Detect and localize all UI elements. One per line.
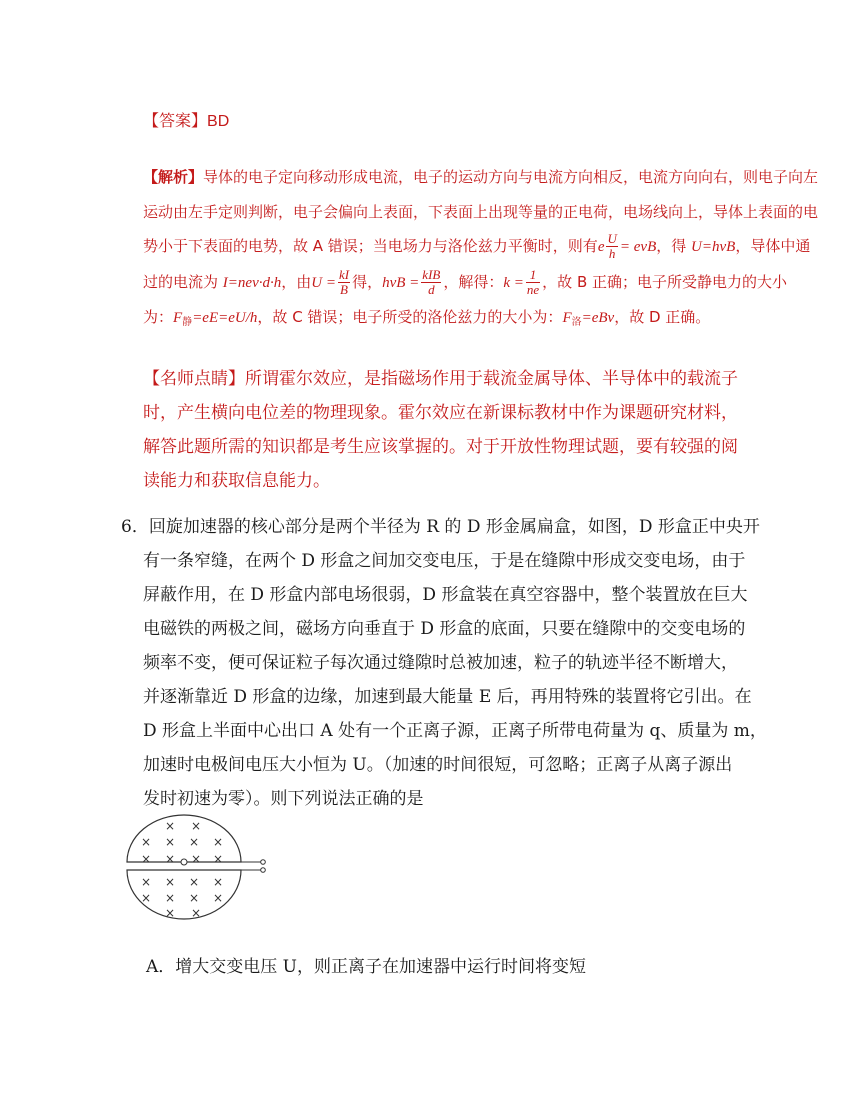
fraction-denominator: h bbox=[608, 246, 616, 261]
analysis-text: 过的电流为 bbox=[143, 272, 219, 291]
math-expression: k = bbox=[503, 274, 524, 291]
field-cross-mark: × bbox=[164, 891, 176, 905]
question-line: 加速时电极间电压大小恒为 U。（加速的时间很短，可忽略；正离子从离子源出 bbox=[143, 755, 733, 775]
teacher-note-line: 解答此题所需的知识都是考生应该掌握的。对于开放性物理试题，要有较强的阅 bbox=[143, 437, 738, 457]
field-cross-mark: × bbox=[140, 875, 152, 889]
teacher-note-line: 读能力和获取信息能力。 bbox=[143, 471, 330, 491]
field-cross-mark: × bbox=[190, 819, 202, 833]
analysis-line-2: 运动由左手定则判断，电子会偏向上表面，下表面上出现等量的正电荷，电场线向上，导体上表面的电 bbox=[143, 202, 819, 221]
fraction-numerator: kIB bbox=[422, 266, 441, 282]
question-line: 发时初速为零）。则下列说法正确的是 bbox=[143, 789, 424, 809]
analysis-line-3 bbox=[143, 229, 823, 265]
fraction-kib-over-d bbox=[421, 268, 441, 297]
math-symbol: e bbox=[597, 239, 605, 255]
question-line: 屏蔽作用，在 D 形盒内部电场很弱，D 形盒装在真空容器中，整个装置放在巨大 bbox=[143, 585, 748, 605]
field-cross-mark: × bbox=[188, 891, 200, 905]
analysis-tag: 【解析】 bbox=[143, 168, 204, 186]
upper-terminal bbox=[261, 860, 266, 865]
field-cross-mark: × bbox=[190, 852, 202, 866]
math-symbol: F bbox=[562, 310, 572, 326]
field-cross-mark: × bbox=[188, 875, 200, 889]
math-symbol: F bbox=[173, 310, 183, 326]
fraction-denominator: B bbox=[340, 281, 348, 297]
math-expression: = evB bbox=[619, 239, 657, 255]
math-expression: =eE=eU/h bbox=[192, 310, 258, 326]
lower-terminal bbox=[261, 868, 266, 873]
math-expression: I=nev·d·h bbox=[222, 274, 282, 291]
field-cross-mark: × bbox=[164, 835, 176, 849]
analysis-text: ，故 B 正确；电子所受静电力的大小 bbox=[542, 272, 788, 291]
field-cross-mark: × bbox=[212, 852, 224, 866]
teacher-note bbox=[143, 362, 753, 498]
field-cross-mark: × bbox=[212, 835, 224, 849]
math-expression: U = bbox=[311, 274, 336, 291]
teacher-note-line: 时，产生横向电位差的物理现象。霍尔效应在新课标教材中作为课题研究材料， bbox=[143, 403, 738, 423]
analysis-text: ，故 C 错误；电子所受的洛伦兹力的大小为： bbox=[257, 308, 563, 326]
field-cross-mark: × bbox=[164, 852, 176, 866]
analysis-text: 导体的电子定向移动形成电流，电子的运动方向与电流方向相反，电流方向向右，则电子向左 bbox=[203, 168, 819, 186]
question-6 bbox=[121, 510, 767, 816]
math-expression: U=hvB bbox=[691, 239, 736, 255]
question-line: 频率不变，便可保证粒子每次通过缝隙时总被加速，粒子的轨迹半径不断增大， bbox=[143, 653, 738, 673]
question-line: 并逐渐靠近 D 形盒的边缘，加速到最大能量 E 后，再用特殊的装置将它引出。在 bbox=[143, 687, 752, 707]
analysis-text: 为： bbox=[143, 308, 174, 326]
analysis-text: 势小于下表面的电势，故 A 错误；当电场力与洛伦兹力平衡时，则有 bbox=[143, 237, 598, 255]
fraction-1-over-ne bbox=[526, 268, 540, 297]
teacher-note-line: 【名师点睛】所谓霍尔效应，是指磁场作用于载流金属导体、半导体中的载流子 bbox=[143, 369, 738, 389]
field-cross-mark: × bbox=[188, 835, 200, 849]
math-subscript: 静 bbox=[182, 317, 193, 328]
fraction-u-over-h bbox=[606, 232, 617, 261]
math-expression: =eBv bbox=[581, 310, 615, 326]
ion-source-a bbox=[181, 859, 187, 865]
field-cross-mark: × bbox=[164, 819, 176, 833]
field-cross-mark: × bbox=[164, 875, 176, 889]
fraction-numerator: kI bbox=[338, 266, 350, 282]
math-subscript: 洛 bbox=[571, 317, 582, 328]
question-line: 电磁铁的两极之间，磁场方向垂直于 D 形盒的底面，只要在缝隙中的交变电场的 bbox=[143, 619, 746, 639]
field-cross-mark: × bbox=[190, 906, 202, 920]
field-cross-mark: × bbox=[140, 852, 152, 866]
answer-label: 【答案】 bbox=[143, 111, 208, 130]
analysis-text: ，导体中通 bbox=[735, 237, 811, 255]
analysis-line-5 bbox=[143, 300, 823, 341]
field-cross-mark: × bbox=[140, 835, 152, 849]
fraction-numerator: U bbox=[607, 231, 617, 246]
question-line: 有一条窄缝，在两个 D 形盒之间加交变电压，于是在缝隙中形成交变电场，由于 bbox=[143, 551, 746, 571]
cyclotron-figure bbox=[124, 812, 274, 922]
question-line: 6．回旋加速器的核心部分是两个半径为 R 的 D 形金属扁盒，如图，D 形盒正中央开 bbox=[121, 517, 760, 537]
analysis-line-4 bbox=[143, 265, 823, 301]
analysis-text: ，故 D 正确。 bbox=[614, 308, 711, 326]
analysis-text: ，得 bbox=[656, 237, 687, 255]
analysis-line-1 bbox=[143, 160, 823, 195]
option-a: A．增大交变电压 U，则正离子在加速器中运行时间将变短 bbox=[146, 957, 587, 977]
analysis-text: 得， bbox=[352, 272, 383, 291]
fraction-numerator: 1 bbox=[526, 268, 540, 283]
analysis-text: ，由 bbox=[281, 272, 312, 291]
field-cross-mark: × bbox=[140, 891, 152, 905]
answer-line bbox=[143, 108, 229, 131]
answer-value: BD bbox=[207, 113, 230, 130]
field-cross-mark: × bbox=[212, 891, 224, 905]
fraction-ki-over-b bbox=[338, 268, 350, 297]
question-line: D 形盒上半面中心出口 A 处有一个正离子源，正离子所带电荷量为 q、质量为 m， bbox=[143, 721, 767, 741]
field-cross-mark: × bbox=[212, 875, 224, 889]
cyclotron-diagram bbox=[124, 812, 274, 922]
analysis-block bbox=[143, 160, 823, 341]
field-cross-mark: × bbox=[164, 906, 176, 920]
analysis-text: ，解得： bbox=[443, 272, 504, 291]
fraction-denominator: d bbox=[428, 281, 435, 297]
fraction-denominator: ne bbox=[526, 281, 540, 297]
math-expression: hvB = bbox=[382, 274, 420, 291]
